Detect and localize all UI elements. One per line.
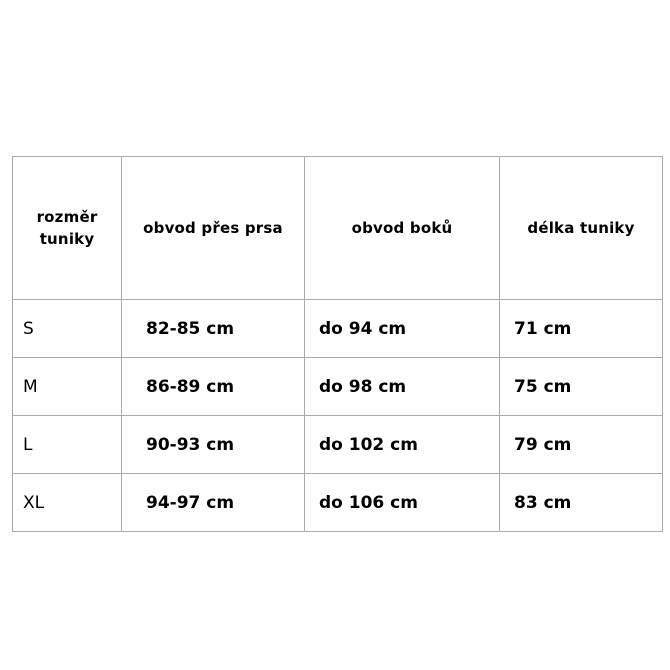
table-row: [13, 416, 663, 474]
cell-size: L: [13, 416, 122, 474]
column-header-chest-label: obvod přes prsa: [143, 218, 283, 237]
column-header-size: [13, 157, 122, 300]
cell-chest: 94-97 cm: [122, 474, 305, 532]
cell-size: M: [13, 358, 122, 416]
cell-length: 83 cm: [500, 474, 663, 532]
cell-size: XL: [13, 474, 122, 532]
cell-length: 79 cm: [500, 416, 663, 474]
cell-hips: do 106 cm: [305, 474, 500, 532]
cell-chest: 90-93 cm: [122, 416, 305, 474]
table-header: [13, 157, 663, 300]
table-row: [13, 358, 663, 416]
column-header-length-label: délka tuniky: [527, 218, 635, 237]
column-header-size-label: rozměr tuniky: [36, 207, 98, 248]
cell-size: S: [13, 300, 122, 358]
table-header-row: [13, 157, 663, 300]
cell-hips: do 102 cm: [305, 416, 500, 474]
size-chart-container: [12, 156, 658, 532]
cell-hips: do 94 cm: [305, 300, 500, 358]
size-chart-table: [12, 156, 663, 532]
cell-length: 75 cm: [500, 358, 663, 416]
column-header-chest: [122, 157, 305, 300]
column-header-hips-label: obvod boků: [351, 218, 453, 237]
cell-chest: 86-89 cm: [122, 358, 305, 416]
table-body: [13, 300, 663, 532]
cell-hips: do 98 cm: [305, 358, 500, 416]
column-header-length: [500, 157, 663, 300]
table-row: [13, 474, 663, 532]
table-row: [13, 300, 663, 358]
cell-length: 71 cm: [500, 300, 663, 358]
cell-chest: 82-85 cm: [122, 300, 305, 358]
column-header-hips: [305, 157, 500, 300]
